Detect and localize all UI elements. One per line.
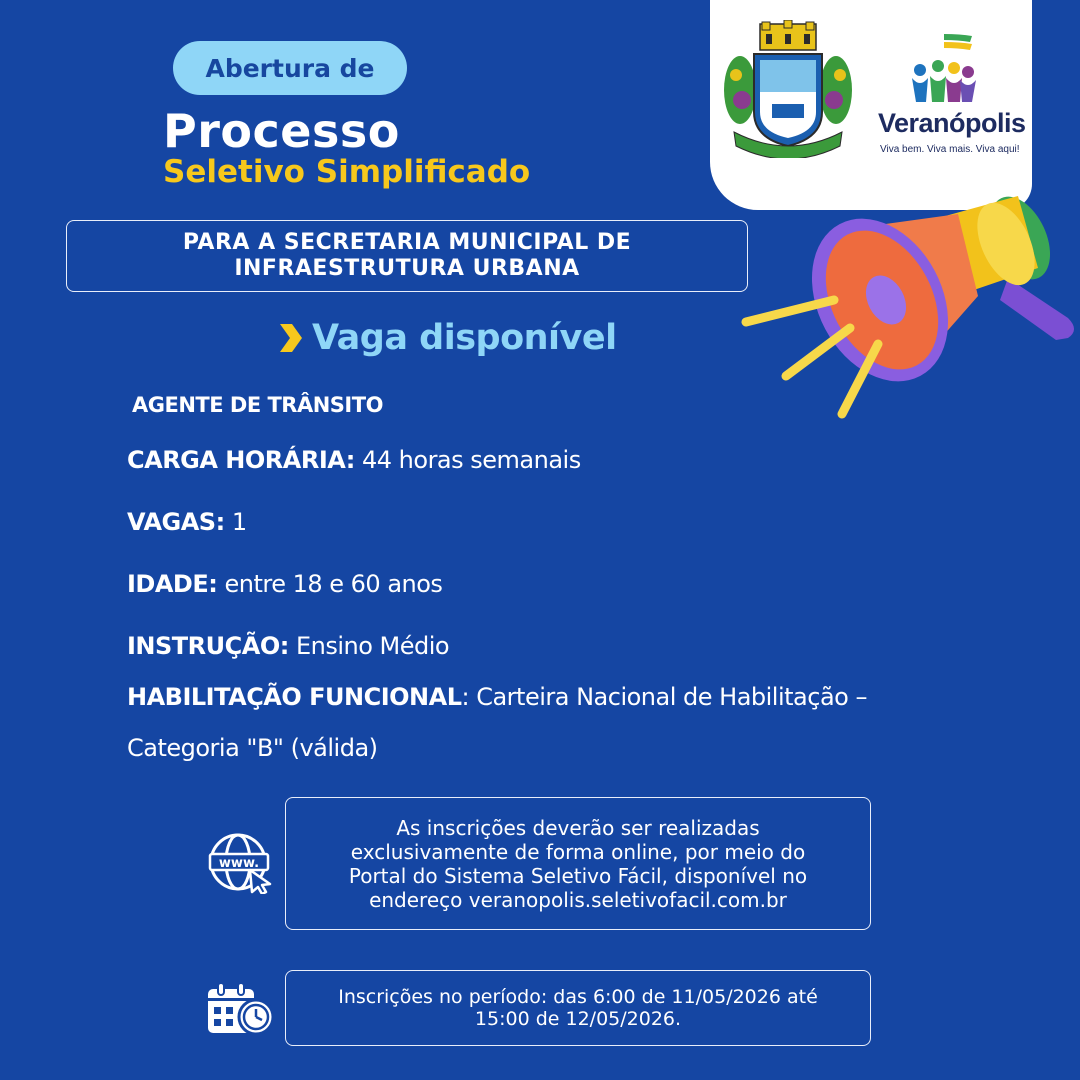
field-instrucao [127, 632, 449, 660]
field-label: HABILITAÇÃO FUNCIONAL [127, 683, 462, 711]
field-vagas [127, 508, 247, 536]
chevron-right-icon [276, 321, 304, 355]
field-habilitacao [127, 683, 867, 711]
field-label: IDADE: [127, 570, 218, 598]
periodo-text: Inscrições no período: das 6:00 de 11/05/2026 até 15:00 de 12/05/2026. [338, 986, 818, 1030]
pill-label: Abertura de [205, 53, 375, 83]
city-crest-icon [722, 20, 854, 158]
field-label: INSTRUÇÃO: [127, 632, 289, 660]
field-value: entre 18 e 60 anos [217, 570, 443, 598]
cargo-name: AGENTE DE TRÂNSITO [132, 393, 383, 417]
secretaria-line-1: PARA A SECRETARIA MUNICIPAL DE [182, 230, 632, 255]
brand-name: Veranópolis [878, 108, 1026, 138]
veranopolis-logo-icon [910, 32, 976, 106]
field-value: Ensino Médio [288, 632, 450, 660]
brand-tagline: Viva bem. Viva mais. Viva aqui! [880, 144, 1020, 155]
field-label: CARGA HORÁRIA: [127, 446, 355, 474]
header-pill [173, 41, 407, 95]
page-subtitle: Seletivo Simplificado [163, 154, 531, 190]
field-value: : Carteira Nacional de Habilitação – [461, 683, 867, 711]
field-value: 1 [224, 508, 247, 536]
calendar-icon [206, 983, 276, 1035]
inscricao-info-box [285, 797, 871, 930]
inscricao-text: As inscrições deverão ser realizadas exclusivamente de forma online, por meio do Portal do Sistema Seletivo Fácil, disponível no endereço veranopolis.seletivofacil.com.br [348, 815, 808, 912]
secretaria-box [66, 220, 748, 292]
field-label: VAGAS: [127, 508, 225, 536]
field-idade [127, 570, 442, 598]
vaga-heading [276, 318, 617, 358]
field-value: 44 horas semanais [354, 446, 581, 474]
page-title: Processo [163, 104, 400, 158]
secretaria-line-2: INFRAESTRUTURA URBANA [234, 256, 580, 281]
megaphone-icon [738, 188, 1080, 428]
vaga-title: Vaga disponível [312, 318, 617, 358]
globe-icon [208, 832, 274, 894]
globe-label: www. [218, 856, 260, 871]
periodo-info-box [285, 970, 871, 1046]
field-habilitacao-continued: Categoria "B" (válida) [127, 734, 378, 762]
field-carga-horaria [127, 446, 581, 474]
